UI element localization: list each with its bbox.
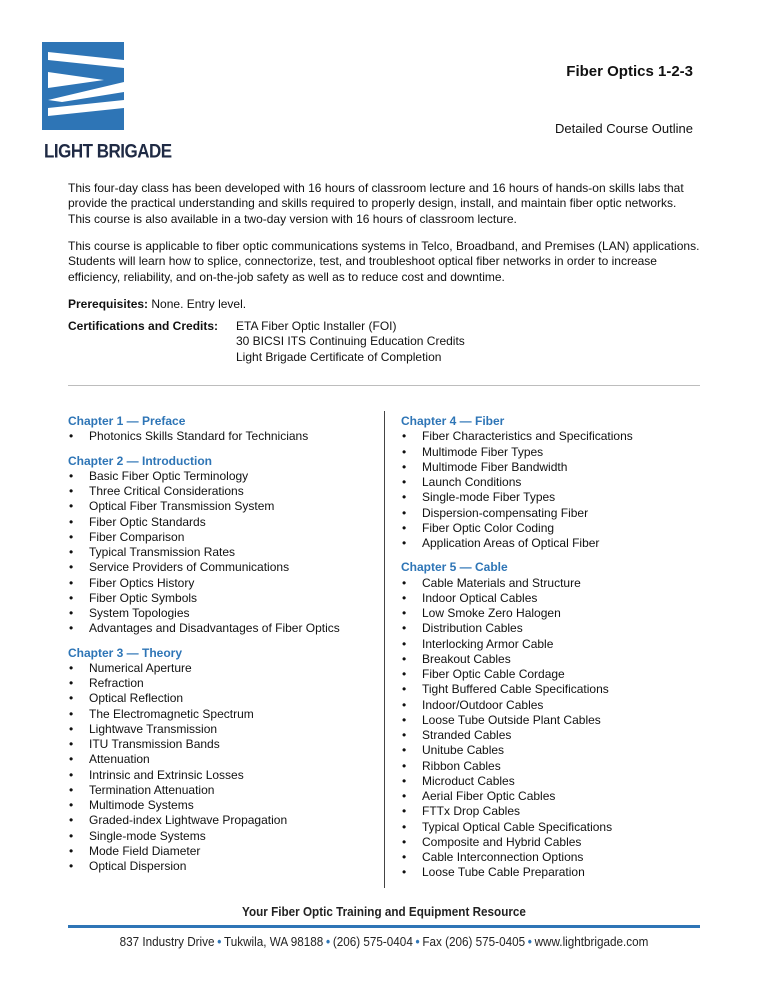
chapters-right-column <box>401 414 701 881</box>
topic-item: • System Topologies <box>68 606 376 621</box>
topic-item: • Aerial Fiber Optic Cables <box>401 789 701 804</box>
topic-list <box>68 469 376 637</box>
topic-list <box>401 429 701 551</box>
logo-wordmark: LIGHT BRIGADE <box>44 140 172 162</box>
chapter-section <box>401 414 701 551</box>
chapter-section <box>401 560 701 880</box>
certification-item: 30 BICSI ITS Continuing Education Credits <box>236 334 465 349</box>
document-title: Fiber Optics 1-2-3 <box>566 63 693 80</box>
prerequisites <box>68 297 700 312</box>
address-part: (206) 575-0404 <box>332 934 413 949</box>
topic-item: • Microduct Cables <box>401 774 701 789</box>
topic-item: • Breakout Cables <box>401 652 701 667</box>
topic-item: • Cable Materials and Structure <box>401 576 701 591</box>
chapter-heading: Chapter 2 — Introduction <box>68 453 212 468</box>
topic-item: • Multimode Fiber Bandwidth <box>401 460 701 475</box>
topic-item: • Fiber Characteristics and Specifications <box>401 429 701 444</box>
topic-item: • Fiber Optic Symbols <box>68 591 376 606</box>
topic-item: • Indoor/Outdoor Cables <box>401 698 701 713</box>
topic-item: • Typical Optical Cable Specifications <box>401 820 701 835</box>
topic-item: • Termination Attenuation <box>68 783 376 798</box>
intro-paragraph-2: This course is applicable to fiber optic communications systems in Telco, Broadband, and Premises (LAN) applications. Students will learn how to splice, connectorize, test, and troubleshoot optical fiber networks in order to increase efficiency, reliability, and on-the-job safety as well as to reduce cost and downtime. <box>68 239 700 284</box>
topic-item: • Loose Tube Outside Plant Cables <box>401 713 701 728</box>
chapter-section <box>68 646 376 875</box>
topic-item: • FTTx Drop Cables <box>401 804 701 819</box>
column-divider <box>384 411 385 888</box>
topic-item: • Intrinsic and Extrinsic Losses <box>68 768 376 783</box>
topic-item: • Single-mode Fiber Types <box>401 490 701 505</box>
intro-paragraph-1: This four-day class has been developed with 16 hours of classroom lecture and 16 hours of hands-on skills labs that provide the practical understanding and skills required to properly design, install, and maintain fiber optic networks. This course is also available in a two-day version with 16 hours of classroom lecture. <box>68 181 684 226</box>
address-part: 837 Industry Drive <box>119 934 215 949</box>
topic-item: • Optical Fiber Transmission System <box>68 499 376 514</box>
topic-item: • Lightwave Transmission <box>68 722 376 737</box>
topic-item: • Mode Field Diameter <box>68 844 376 859</box>
address-part: Fax (206) 575-0405 <box>422 934 526 949</box>
chapter-heading: Chapter 3 — Theory <box>68 645 183 660</box>
address-separator: • <box>217 934 222 949</box>
certifications-label: Certifications and Credits: <box>68 319 219 333</box>
prerequisites-label: Prerequisites: <box>68 297 149 311</box>
topic-item: • Numerical Aperture <box>68 661 376 676</box>
topic-item: • Service Providers of Communications <box>68 560 376 575</box>
topic-list <box>68 429 376 444</box>
topic-item: • ITU Transmission Bands <box>68 737 376 752</box>
address-separator: • <box>326 934 331 949</box>
topic-item: • Fiber Optic Standards <box>68 515 376 530</box>
topic-item: • Composite and Hybrid Cables <box>401 835 701 850</box>
topic-item: • Advantages and Disadvantages of Fiber Optics <box>68 621 376 636</box>
certification-item: ETA Fiber Optic Installer (FOI) <box>236 319 397 333</box>
topic-item: • Ribbon Cables <box>401 759 701 774</box>
topic-item: • Optical Reflection <box>68 691 376 706</box>
footer-tagline: Your Fiber Optic Training and Equipment Resource <box>242 904 526 919</box>
chapter-heading: Chapter 5 — Cable <box>401 560 508 575</box>
topic-list <box>401 576 701 881</box>
topic-item: • Fiber Comparison <box>68 530 376 545</box>
topic-item: • Photonics Skills Standard for Technicians <box>68 429 376 444</box>
topic-item: • Dispersion-compensating Fiber <box>401 506 701 521</box>
topic-list <box>68 661 376 875</box>
chapter-section <box>68 454 376 637</box>
topic-item: • Basic Fiber Optic Terminology <box>68 469 376 484</box>
topic-item: • Multimode Fiber Types <box>401 445 701 460</box>
section-divider <box>68 385 700 386</box>
topic-item: • Launch Conditions <box>401 475 701 490</box>
address-part: Tukwila, WA 98188 <box>224 934 324 949</box>
footer-rule <box>68 925 700 928</box>
topic-item: • Fiber Optic Color Coding <box>401 521 701 536</box>
chapter-section <box>68 414 376 445</box>
address-separator: • <box>527 934 532 949</box>
chapters-left-column <box>68 414 376 874</box>
topic-item: • Interlocking Armor Cable <box>401 637 701 652</box>
topic-item: • Cable Interconnection Options <box>401 850 701 865</box>
topic-item: • The Electromagnetic Spectrum <box>68 707 376 722</box>
certification-item: Light Brigade Certificate of Completion <box>236 349 442 364</box>
topic-item: • Refraction <box>68 676 376 691</box>
prerequisites-value: None. Entry level. <box>151 297 247 311</box>
chapter-heading: Chapter 1 — Preface <box>68 414 186 428</box>
topic-item: • Optical Dispersion <box>68 859 376 874</box>
topic-item: • Fiber Optics History <box>68 576 376 591</box>
topic-item: • Stranded Cables <box>401 728 701 743</box>
topic-item: • Tight Buffered Cable Specifications <box>401 682 701 697</box>
certifications <box>68 319 700 365</box>
address-part: www.lightbrigade.com <box>534 934 649 949</box>
address-separator: • <box>415 934 420 949</box>
topic-item: • Multimode Systems <box>68 798 376 813</box>
topic-item: • Indoor Optical Cables <box>401 591 701 606</box>
topic-item: • Fiber Optic Cable Cordage <box>401 667 701 682</box>
topic-item: • Attenuation <box>68 752 376 767</box>
footer-address <box>38 934 729 949</box>
topic-item: • Distribution Cables <box>401 621 701 636</box>
topic-item: • Application Areas of Optical Fiber <box>401 536 701 551</box>
topic-item: • Typical Transmission Rates <box>68 545 376 560</box>
topic-item: • Unitube Cables <box>401 743 701 758</box>
topic-item: • Single-mode Systems <box>68 829 376 844</box>
chapter-heading: Chapter 4 — Fiber <box>401 414 505 428</box>
topic-item: • Low Smoke Zero Halogen <box>401 606 701 621</box>
document-subtitle: Detailed Course Outline <box>554 121 693 136</box>
topic-item: • Graded-index Lightwave Propagation <box>68 813 376 828</box>
topic-item: • Loose Tube Cable Preparation <box>401 865 701 880</box>
topic-item: • Three Critical Considerations <box>68 484 376 499</box>
